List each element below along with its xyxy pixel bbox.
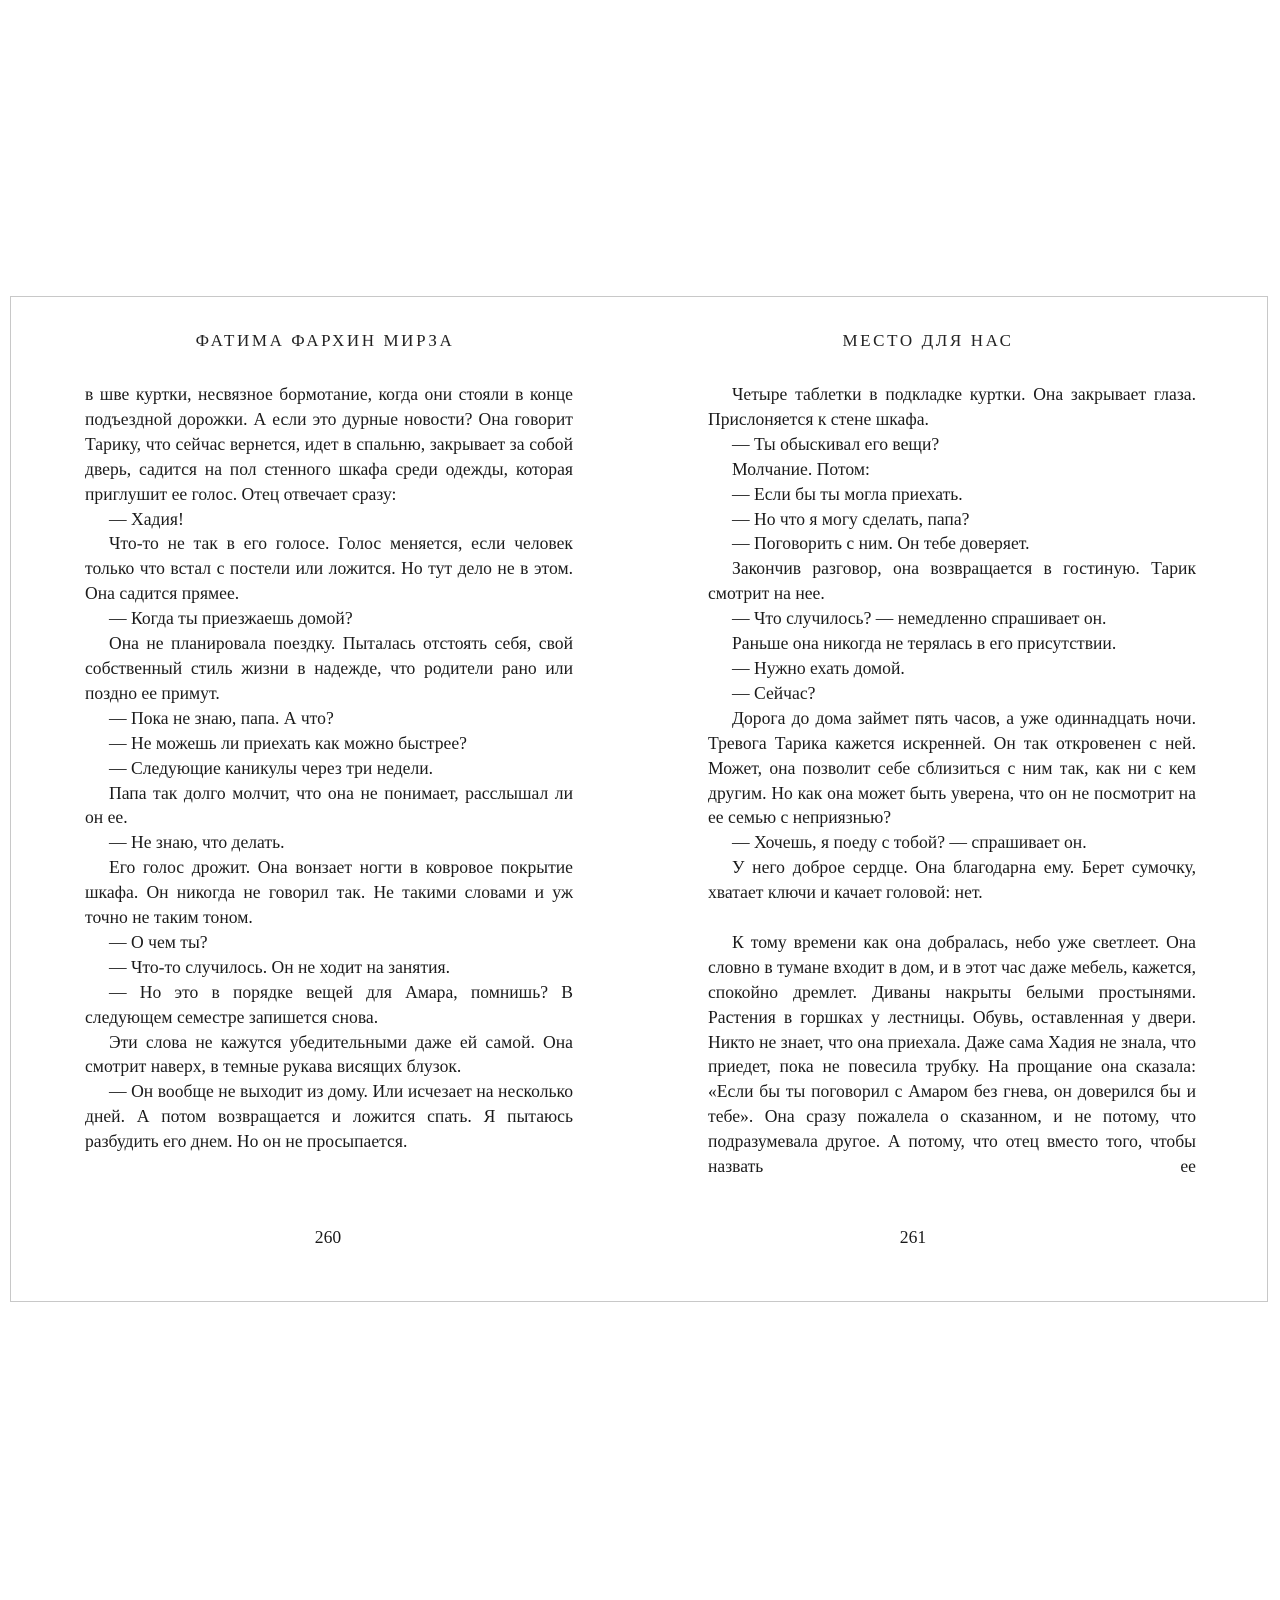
paragraph: Его голос дрожит. Она вонзает ногти в ковровое покрытие шкафа. Он никогда не говорил так. Не такими словами и уж точно не таким тоном.: [85, 857, 573, 928]
paragraph: Дорога до дома займет пять часов, а уже одиннадцать ночи. Тревога Тарика кажется искренней. Он так откровенен с ней. Может, она позволит себе сблизиться с ним так, как ни с кем другим. Но как она может быть уверена, что он не посмотрит на ее семью с неприязнью?: [708, 707, 1196, 828]
right-page-text: [708, 382, 1196, 1179]
paragraph: — Ты обыскивал его вещи?: [732, 433, 940, 454]
paragraph: Раньше она никогда не терялась в его присутствии.: [732, 633, 1117, 654]
paragraph: Закончив разговор, она возвращается в гостиную. Тарик смотрит на нее.: [708, 558, 1196, 604]
paragraph: — Не можешь ли приехать как можно быстрее?: [109, 732, 467, 753]
paragraph: К тому времени как она добралась, небо уже светлеет. Она словно в тумане входит в дом, и в этот час даже мебель, кажется, спокойно дремлет. Диваны накрыты белыми простынями. Растения в горшках у лестницы. Обувь, оставленная у двери. Никто не знает, что она приехала. Даже сама Хадия не знала, что приедет, пока не повесила трубку. На прощание она сказала: «Если бы ты поговорил с Амаром без гнева, он доверился бы и тебе». Она сразу пожалела о сказанном, и не потому, что подразумевала другое. А потому, что отец вместо того, чтобы назвать ее: [708, 931, 1196, 1177]
paragraph: У него доброе сердце. Она благодарна ему. Берет сумочку, хватает ключи и качает головой: нет.: [708, 857, 1196, 903]
paragraph: Она не планировала поездку. Пыталась отстоять себя, свой собственный стиль жизни в надежде, что родители рано или поздно ее примут.: [85, 633, 573, 703]
paragraph: — Но что я могу сделать, папа?: [732, 508, 970, 529]
left-page-text: [85, 382, 573, 1154]
page-number-right: 261: [899, 1227, 927, 1247]
page-number-left: 260: [314, 1227, 342, 1247]
book-spread: [10, 296, 1268, 1302]
paragraph: — Когда ты приезжаешь домой?: [109, 608, 353, 629]
paragraph: — Пока не знаю, папа. А что?: [109, 707, 334, 728]
paragraph: в шве куртки, несвязное бормотание, когда они стояли в конце подъездной дорожки. А если это дурные новости? Она говорит Тарику, что сейчас вернется, идет в спальню, закрывает за собой дверь, садится на пол стенного шкафа среди одежды, которая приглушит ее голос. Отец отвечает сразу:: [85, 384, 573, 504]
paragraph: — Хочешь, я поеду с тобой? — спрашивает он.: [732, 832, 1087, 853]
paragraph: — О чем ты?: [109, 931, 208, 952]
paragraph: — Он вообще не выходит из дому. Или исчезает на несколько дней. А потом возвращается и ложится спать. Я пытаюсь разбудить его днем. Но он не просыпается.: [85, 1081, 573, 1152]
paragraph: Эти слова не кажутся убедительными даже ей самой. Она смотрит наверх, в темные рукава висящих блузок.: [85, 1031, 573, 1077]
paragraph: Что-то не так в его голосе. Голос меняется, если человек только что встал с постели или ложится. Но тут дело не в этом. Она садится прямее.: [85, 533, 573, 604]
paragraph: — Сейчас?: [732, 682, 816, 703]
right-page: [640, 297, 1269, 1301]
left-page: [11, 297, 640, 1301]
paragraph: — Следующие каникулы через три недели.: [109, 757, 434, 778]
paragraph: — Что-то случилось. Он не ходит на занятия.: [109, 956, 450, 977]
paragraph: Папа так долго молчит, что она не понимает, расслышал ли он ее.: [85, 782, 573, 828]
running-head-author: ФАТИМА ФАРХИН МИРЗА: [195, 331, 455, 350]
paragraph: — Хадия!: [109, 508, 184, 529]
paragraph: — Нужно ехать домой.: [732, 657, 905, 678]
paragraph: — Поговорить с ним. Он тебе доверяет.: [732, 533, 1030, 554]
running-head-title: МЕСТО ДЛЯ НАС: [842, 331, 1014, 350]
paragraph: Четыре таблетки в подкладке куртки. Она закрывает глаза. Прислоняется к стене шкафа.: [708, 384, 1196, 429]
paragraph: — Не знаю, что делать.: [109, 832, 285, 853]
paragraph: — Но это в порядке вещей для Амара, помнишь? В следующем семестре запишется снова.: [85, 981, 573, 1027]
paragraph: — Что случилось? — немедленно спрашивает он.: [732, 608, 1107, 629]
paragraph: — Если бы ты могла приехать.: [732, 483, 963, 504]
paragraph: Молчание. Потом:: [732, 458, 870, 479]
